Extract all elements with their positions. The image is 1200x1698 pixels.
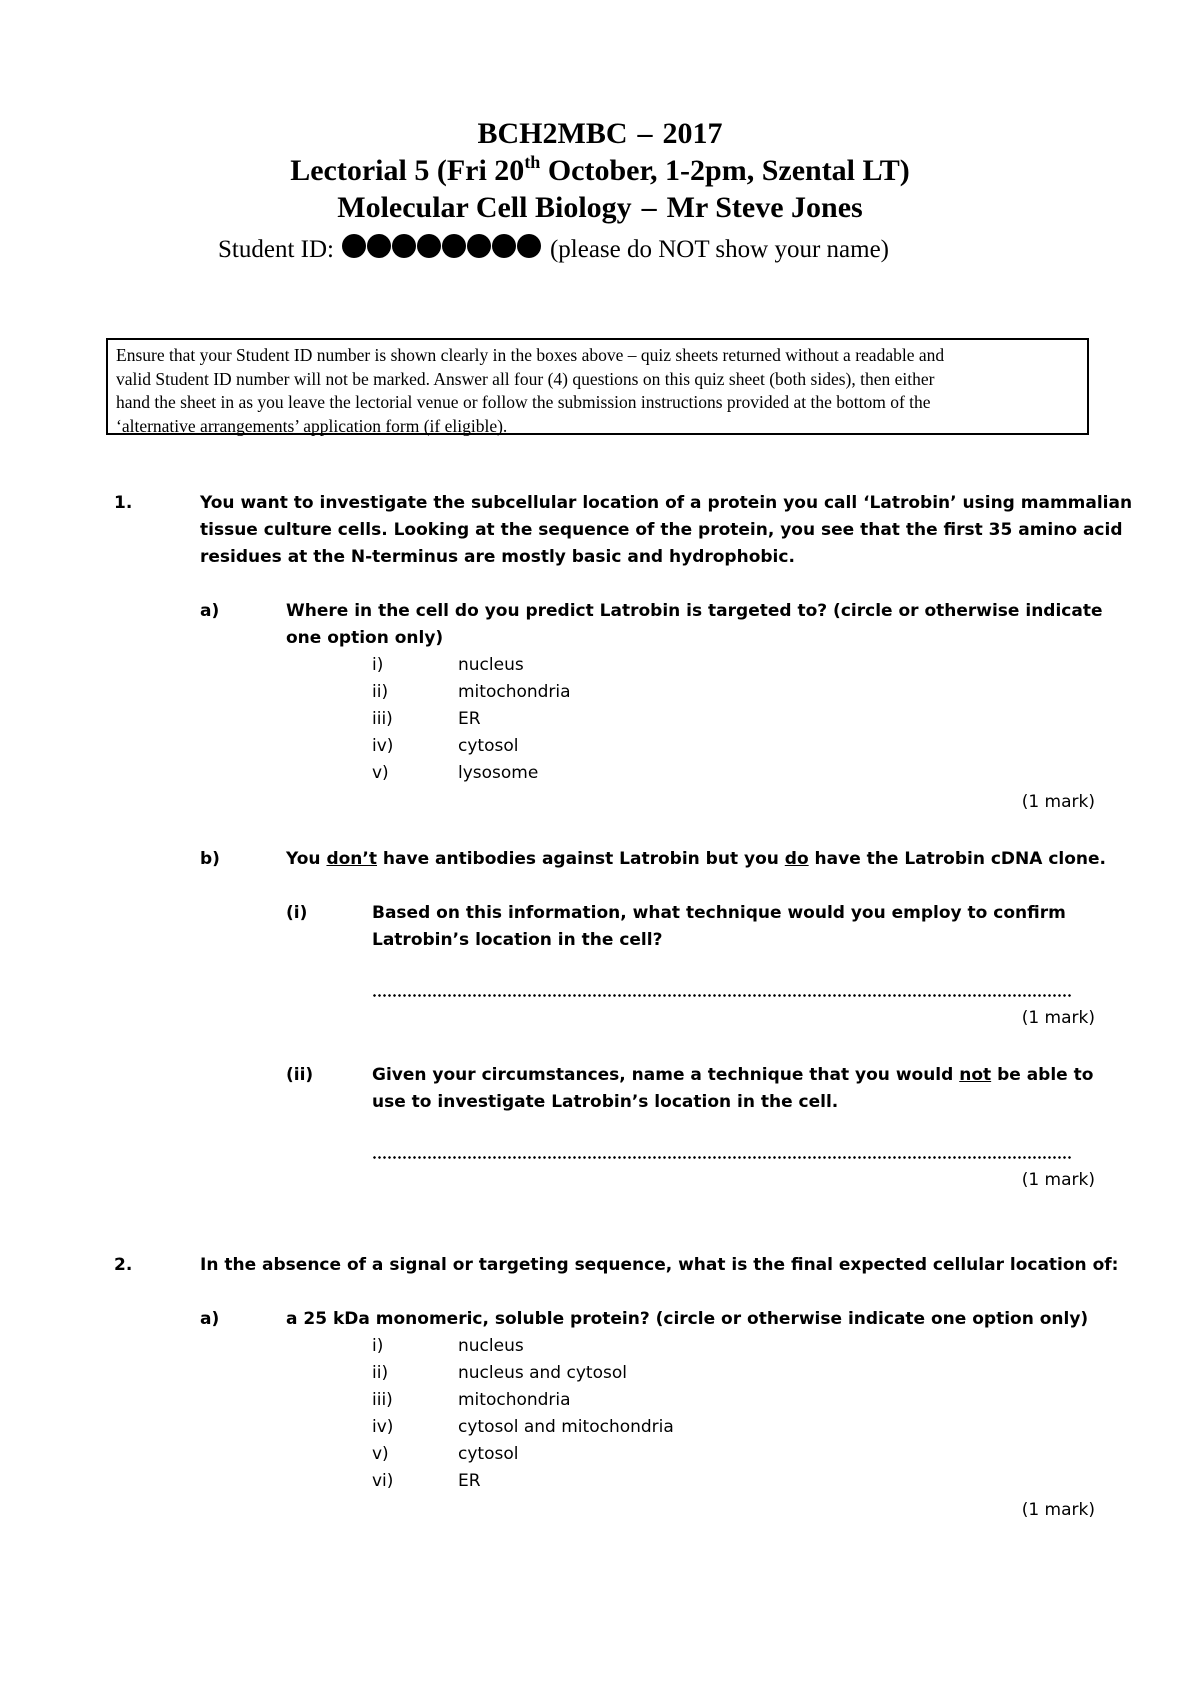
answer-line[interactable] <box>372 1156 1072 1159</box>
option-item[interactable] <box>372 1468 674 1495</box>
question-1b-ii-text <box>372 1062 1093 1116</box>
option-number: iv) <box>372 736 394 756</box>
redaction-dot <box>467 234 491 258</box>
option-number: v) <box>372 1444 389 1464</box>
question-line: Based on this information, what technique would you employ to confirm <box>372 903 1066 923</box>
question-1-line: residues at the N-terminus are mostly basic and hydrophobic. <box>200 547 795 567</box>
option-number: ii) <box>372 1363 389 1383</box>
question-1a-label: a) <box>200 601 220 621</box>
course-year: 2017 <box>662 117 723 150</box>
option-number: v) <box>372 763 389 783</box>
question-2a-label: a) <box>200 1309 220 1329</box>
underlined-text: don’t <box>326 849 377 869</box>
text-run: have antibodies against Latrobin but you <box>377 849 785 869</box>
question-2-text: In the absence of a signal or targeting sequence, what is the final expected cellular location of: <box>200 1255 1119 1275</box>
option-number: i) <box>372 655 384 675</box>
question-1-line: tissue culture cells. Looking at the sequence of the protein, you see that the first 35 amino acid <box>200 520 1123 540</box>
redaction-dot <box>442 234 466 258</box>
redaction-dot <box>392 234 416 258</box>
option-item[interactable] <box>372 706 571 733</box>
heading-dash: – <box>641 191 657 224</box>
heading-dash: – <box>637 117 653 150</box>
question-1b-text <box>286 846 1106 873</box>
option-text: mitochondria <box>458 1390 571 1410</box>
option-item[interactable] <box>372 1441 674 1468</box>
text-run: Given your circumstances, name a technique that you would <box>372 1065 960 1085</box>
underlined-text: not <box>959 1065 992 1085</box>
option-text: nucleus <box>458 655 524 675</box>
question-line <box>372 1062 1093 1089</box>
lectorial-details: October, 1-2pm, Szental LT) <box>540 154 910 187</box>
question-1-line: You want to investigate the subcellular location of a protein you call ‘Latrobin’ using mammalian <box>200 493 1133 513</box>
lecturer-name: Mr Steve Jones <box>666 191 863 224</box>
instructions-line: ‘alternative arrangements’ application form (if eligible). <box>116 415 508 436</box>
student-id-redaction <box>342 234 542 258</box>
option-item[interactable] <box>372 1414 674 1441</box>
question-1a-options <box>372 652 571 787</box>
question-1b-i-text <box>372 900 1066 954</box>
option-text: ER <box>458 709 481 729</box>
student-id-row <box>218 234 889 264</box>
option-item[interactable] <box>372 679 571 706</box>
mark-label: (1 mark) <box>1021 1500 1095 1520</box>
instructions-line: valid Student ID number will not be marked. Answer all four (4) questions on this quiz sheet (both sides), then either <box>116 368 935 389</box>
option-number: ii) <box>372 682 389 702</box>
question-2a-options <box>372 1333 674 1495</box>
option-text: cytosol <box>458 736 519 756</box>
option-text: nucleus and cytosol <box>458 1363 627 1383</box>
student-id-label: Student ID: <box>218 236 334 263</box>
option-item[interactable] <box>372 1333 674 1360</box>
redaction-dot <box>517 234 541 258</box>
question-1-text <box>200 490 1132 571</box>
question-line: Latrobin’s location in the cell? <box>372 930 663 950</box>
question-1b-i-label: (i) <box>286 903 308 923</box>
option-text: lysosome <box>458 763 539 783</box>
subject-name: Molecular Cell Biology <box>337 191 632 224</box>
option-text: nucleus <box>458 1336 524 1356</box>
underlined-text: do <box>784 849 809 869</box>
redaction-dot <box>342 234 366 258</box>
redaction-dot <box>367 234 391 258</box>
option-item[interactable] <box>372 1387 674 1414</box>
mark-label: (1 mark) <box>1021 792 1095 812</box>
instructions-box <box>106 338 1089 435</box>
course-code: BCH2MBC <box>477 117 628 150</box>
subject-heading <box>0 191 1200 225</box>
option-number: iv) <box>372 1417 394 1437</box>
option-number: vi) <box>372 1471 394 1491</box>
option-text: ER <box>458 1471 481 1491</box>
option-item[interactable] <box>372 652 571 679</box>
option-number: iii) <box>372 1390 393 1410</box>
text-run: You <box>286 849 327 869</box>
lectorial-heading <box>0 154 1200 188</box>
lectorial-text: Lectorial 5 (Fri 20 <box>290 154 525 187</box>
option-item[interactable] <box>372 733 571 760</box>
answer-line[interactable] <box>372 994 1072 997</box>
text-run: be able to <box>991 1065 1094 1085</box>
option-number: iii) <box>372 709 393 729</box>
mark-label: (1 mark) <box>1021 1008 1095 1028</box>
question-2a-text: a 25 kDa monomeric, soluble protein? (circle or otherwise indicate one option only) <box>286 1309 1089 1329</box>
date-suffix: th <box>524 152 541 172</box>
course-code-heading <box>0 117 1200 151</box>
question-1a-text <box>286 598 1103 652</box>
question-1b-label: b) <box>200 849 220 869</box>
question-1a-line: Where in the cell do you predict Latrobin is targeted to? (circle or otherwise indicate <box>286 601 1103 621</box>
question-1b-ii-label: (ii) <box>286 1065 314 1085</box>
instructions-line: Ensure that your Student ID number is shown clearly in the boxes above – quiz sheets returned without a readable and <box>116 345 945 365</box>
option-item[interactable] <box>372 760 571 787</box>
option-text: cytosol and mitochondria <box>458 1417 674 1437</box>
mark-label: (1 mark) <box>1021 1170 1095 1190</box>
question-1a-line: one option only) <box>286 628 444 648</box>
redaction-dot <box>417 234 441 258</box>
option-number: i) <box>372 1336 384 1356</box>
text-run: have the Latrobin cDNA clone. <box>808 849 1107 869</box>
redaction-dot <box>492 234 516 258</box>
question-line: use to investigate Latrobin’s location in the cell. <box>372 1092 839 1112</box>
option-text: cytosol <box>458 1444 519 1464</box>
question-2-number: 2. <box>114 1255 133 1275</box>
question-1-number: 1. <box>114 493 133 513</box>
instructions-line: hand the sheet in as you leave the lectorial venue or follow the submission instructions provided at the bottom of the <box>116 392 931 412</box>
option-item[interactable] <box>372 1360 674 1387</box>
option-text: mitochondria <box>458 682 571 702</box>
student-id-note: (please do NOT show your name) <box>549 236 890 263</box>
